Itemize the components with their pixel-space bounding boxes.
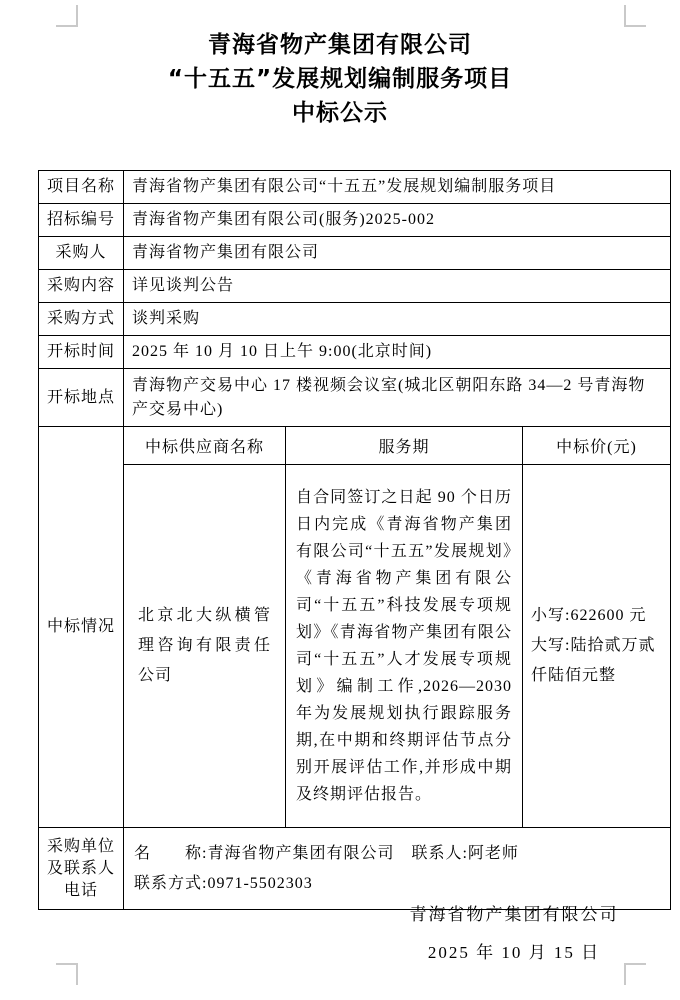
table-row-purchase-content (39, 270, 671, 303)
table-row-project-name (39, 171, 671, 204)
award-header-row (39, 427, 671, 465)
table-row-purchase-method (39, 303, 671, 336)
contact-name-line: 名 称:青海省物产集团有限公司 联系人:阿老师 (134, 844, 519, 862)
award-header-service-period: 服务期 (286, 427, 523, 465)
title-line-announcement: 中标公示 (292, 100, 388, 126)
crop-mark-top-right (624, 5, 646, 27)
table-row-purchaser (39, 237, 671, 270)
row-value: 谈判采购 (124, 303, 671, 336)
table-row-tender-number (39, 204, 671, 237)
award-header-supplier: 中标供应商名称 (124, 427, 286, 465)
row-label: 开标地点 (39, 369, 124, 427)
row-value: 青海物产交易中心 17 楼视频会议室(城北区朝阳东路 34—2 号青海物产交易中心) (124, 369, 671, 427)
row-label: 采购内容 (39, 270, 124, 303)
row-label: 招标编号 (39, 204, 124, 237)
crop-mark-bottom-left (56, 963, 78, 985)
winning-supplier-name: 北京北大纵横管理咨询有限责任公司 (124, 465, 286, 828)
title-line-company: 青海省物产集团有限公司 (208, 32, 472, 58)
row-label: 项目名称 (39, 171, 124, 204)
table-row-opening-place (39, 369, 671, 427)
winning-price (523, 465, 671, 828)
row-label: 采购方式 (39, 303, 124, 336)
contact-phone-line: 联系方式:0971-5502303 (134, 874, 313, 892)
signature-block (374, 896, 654, 972)
signature-date: 2025 年 10 月 15 日 (427, 943, 601, 962)
award-section-label: 中标情况 (39, 427, 124, 828)
row-value: 青海省物产集团有限公司(服务)2025-002 (124, 204, 671, 237)
crop-mark-top-left (56, 5, 78, 27)
table-row-opening-time (39, 336, 671, 369)
row-value: 青海省物产集团有限公司“十五五”发展规划编制服务项目 (124, 171, 671, 204)
row-label: 开标时间 (39, 336, 124, 369)
award-detail-row (39, 465, 671, 828)
row-label: 采购人 (39, 237, 124, 270)
price-numeric: 小写:622600 元 (531, 607, 647, 624)
contact-label: 采购单位及联系人电话 (39, 828, 124, 910)
award-header-price: 中标价(元) (523, 427, 671, 465)
title-line-project: “十五五”发展规划编制服务项目 (167, 66, 513, 92)
row-value: 青海省物产集团有限公司 (124, 237, 671, 270)
row-value: 2025 年 10 月 10 日上午 9:00(北京时间) (124, 336, 671, 369)
page-title (0, 28, 680, 130)
row-value: 详见谈判公告 (124, 270, 671, 303)
service-period-text: 自合同签订之日起 90 个日历日内完成《青海省物产集团有限公司“十五五”发展规划》《青海省物产集团有限公司“十五五”科技发展专项规划》《青海省物产集团有限公司“十五五”人才发展专项规划》编制工作,2026—2030 年为发展规划执行跟踪服务期,在中期和终期评估节点分别开展评估工作,并形成中期及终期评估报告。 (286, 465, 523, 828)
signature-company: 青海省物产集团有限公司 (409, 905, 619, 924)
bid-announcement-table (38, 170, 671, 910)
price-in-words: 大写:陆拾贰万贰仟陆佰元整 (531, 637, 656, 684)
